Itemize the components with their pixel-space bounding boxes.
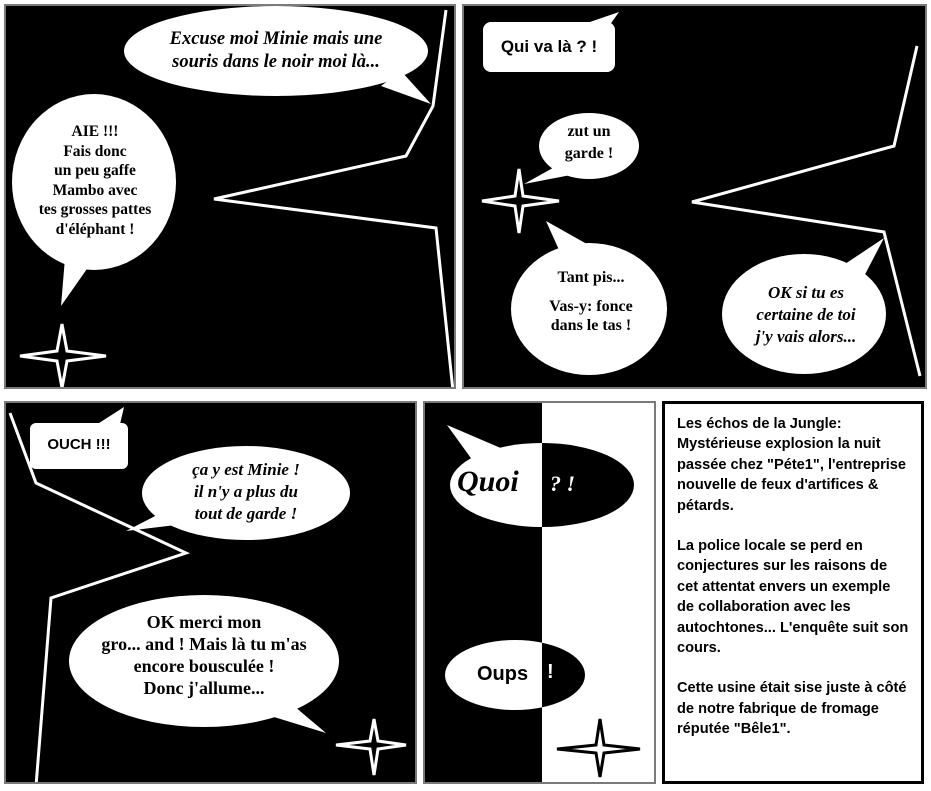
panel-2 [462, 4, 927, 389]
speech-bubble-tail [61, 246, 96, 306]
oups-word: Oups [477, 663, 529, 685]
news-paragraph: La police locale se perd en conjectures sur les raisons de cet attentat envers un exemple de collaboration avec les autochtones... L'enquête suit son cours. [677, 538, 909, 657]
quoi-marks: ? ! [550, 471, 576, 496]
panel-4-art [425, 403, 656, 784]
tant-pis-speech: Tant pis... Vas-y: fonce dans le tas ! [549, 269, 633, 334]
ca-y-est-speech: ça y est Minie ! il n'y a plus du tout de garde ! [192, 460, 300, 523]
ok-speech: OK si tu es certaine de toi j'y vais alors... [755, 283, 857, 346]
sparkle-icon [336, 719, 406, 775]
mambo-speech: Excuse moi Minie mais une souris dans le noir moi là... [169, 29, 383, 72]
panel-1 [4, 4, 456, 389]
news-paragraph: Les échos de la Jungle: Mystérieuse explosion la nuit passée chez "Péte1", l'entreprise nouvelle de feux d'artifices & pétards. [677, 416, 907, 514]
sparkle-icon [557, 719, 640, 777]
news-box [662, 401, 924, 784]
sparkle-icon [20, 324, 106, 388]
quoi-word: Quoi [457, 465, 519, 498]
news-paragraph: Cette usine était sise juste à côté de notre fabrique de fromage réputée "Bêle1". [677, 680, 907, 738]
panel-3 [4, 401, 417, 784]
oups-mark: ! [547, 661, 554, 683]
guard-speech: Qui va là ? ! [500, 37, 598, 56]
panel-4 [423, 401, 656, 784]
zut-speech: zut un garde ! [564, 123, 614, 162]
minie-speech: AIE !!! Fais donc un peu gaffe Mambo avec tes grosses pattes d'éléphant ! [38, 123, 152, 238]
ok-merci-speech: OK merci mon gro... and ! Mais là tu m'as encore bousculée ! Donc j'allume... [101, 612, 307, 698]
ouch-speech: OUCH !!! [47, 436, 111, 453]
